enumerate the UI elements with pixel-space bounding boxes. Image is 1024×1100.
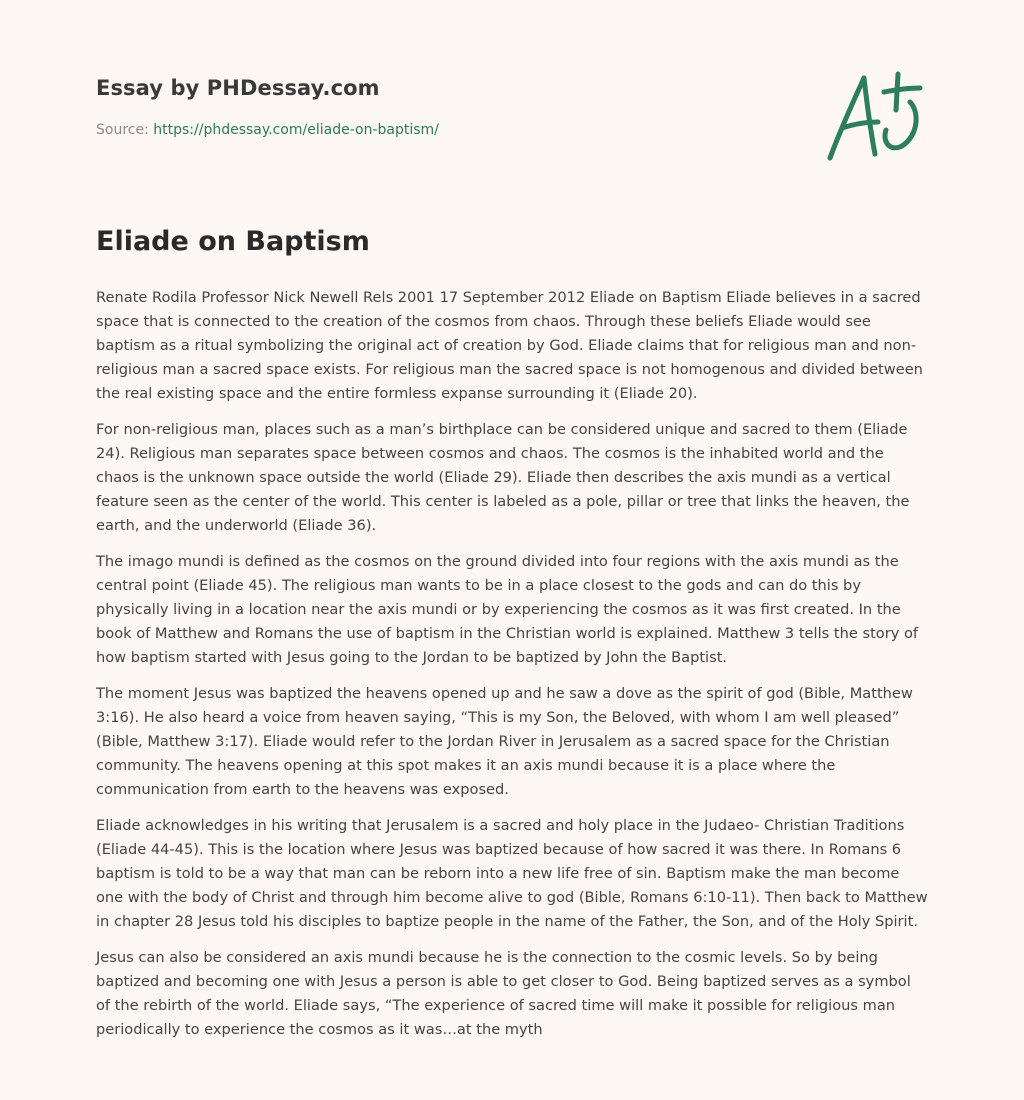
essay-paragraph: The imago mundi is defined as the cosmos on the ground divided into four regions with the axis mundi as the central point (Eliade 45). The religious man wants to be in a place closest to the gods and can do this by physically living in a location near the axis mundi or by experiencing the cosmos as it was first created. In the book of Matthew and Romans the use of baptism in the Christian world is explained. Matthew 3 tells the story of how baptism started with Jesus going to the Jordan to be baptized by John the Baptist. <box>96 553 919 666</box>
site-title: Essay by PHDessay.com <box>96 76 380 100</box>
page-header <box>96 76 928 138</box>
essay-paragraph: The moment Jesus was baptized the heavens opened up and he saw a dove as the spirit of god (Bible, Matthew 3:16). He also heard a voice from heaven saying, “This is my Son, the Beloved, with whom I am well pleased” (Bible, Matthew 3:17). Eliade would refer to the Jordan River in Jerusalem as a sacred space for the Christian community. The heavens opening at this spot makes it an axis mundi because it is a place where the communication from earth to the heavens was exposed. <box>96 685 913 798</box>
essay-title: Eliade on Baptism <box>96 226 370 257</box>
source-link[interactable]: https://phdessay.com/eliade-on-baptism/ <box>153 122 439 138</box>
a-plus-logo-icon <box>820 66 930 166</box>
essay-paragraph: For non-religious man, places such as a man’s birthplace can be considered unique and sacred to them (Eliade 24). Religious man separates space between cosmos and chaos. The cosmos is the inhabited world and the chaos is the unknown space outside the world (Eliade 29). Eliade then describes the axis mundi as a vertical feature seen as the center of the world. This center is labeled as a pole, pillar or tree that links the heaven, the earth, and the underworld (Eliade 36). <box>96 421 910 534</box>
essay-body <box>96 286 928 1054</box>
source-line <box>96 122 928 138</box>
source-label: Source: <box>96 122 154 138</box>
essay-paragraph: Jesus can also be considered an axis mundi because he is the connection to the cosmic levels. So by being baptized and becoming one with Jesus a person is able to get closer to God. Being baptized serves as a symbol of the rebirth of the world. Eliade says, “The experience of sacred time will make it possible for religious man periodically to experience the cosmos as it was…at the myth <box>96 949 911 1038</box>
essay-paragraph: Eliade acknowledges in his writing that Jerusalem is a sacred and holy place in the Judaeo- Christian Traditions (Eliade 44-45). This is the location where Jesus was baptized because of how sacred it was there. In Romans 6 baptism is told to be a way that man can be reborn into a new life free of sin. Baptism make the man become one with the body of Christ and through him become alive to god (Bible, Romans 6:10-11). Then back to Matthew in chapter 28 Jesus told his disciples to baptize people in the name of the Father, the Son, and of the Holy Spirit. <box>96 817 928 930</box>
essay-paragraph: Renate Rodila Professor Nick Newell Rels 2001 17 September 2012 Eliade on Baptism Eliade believes in a sacred space that is connected to the creation of the cosmos from chaos. Through these beliefs Eliade would see baptism as a ritual symbolizing the original act of creation by God. Eliade claims that for religious man and non-religious man a sacred space exists. For religious man the sacred space is not homogenous and divided between the real existing space and the entire formless expanse surrounding it (Eliade 20). <box>96 289 923 402</box>
